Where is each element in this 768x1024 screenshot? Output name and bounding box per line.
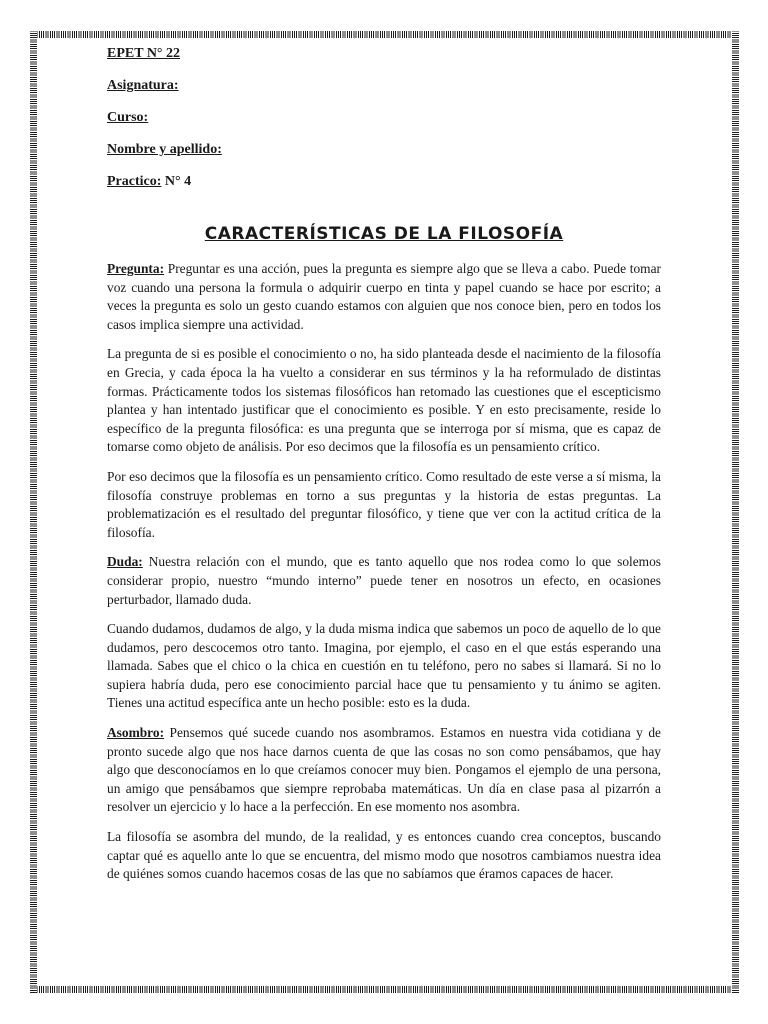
paragraph-asombro — [107, 724, 661, 817]
paragraph-duda — [107, 553, 661, 609]
paragraph: Cuando dudamos, dudamos de algo, y la duda misma indica que sabemos un poco de aquello de lo que dudamos, pero descocemos otro tanto. Imagina, por ejemplo, el caso en el que estás esperando una llamada. Sabes que el chico o la chica en cuestión en tu teléfono, pero no sabes si llamará. Si no lo supiera habría duda, pero ese conocimiento parcial hace que tu pensamiento y tu ánimo se agiten. Tienes una actitud específica ante un hecho posible: esto es la duda. — [107, 621, 661, 711]
document-body — [107, 44, 661, 895]
subject-line — [107, 76, 661, 108]
paragraph-pregunta — [107, 260, 661, 334]
page-border-bottom — [30, 986, 739, 993]
school-name: EPET N° 22 — [107, 46, 181, 61]
paragraph-lead-pregunta: Pregunta: — [107, 261, 165, 276]
paragraph-lead-duda: Duda: — [107, 554, 143, 570]
paragraph: La pregunta de si es posible el conocimiento o no, ha sido planteada desde el nacimiento de la filosofía en Grecia, y cada época la ha vuelto a considerar en sus términos y la ha reformulado de distintas formas. Prácticamente todos los sistemas filosóficos han retomado las cuestiones que el escepticismo plantea y han intentado justificar que el conocimiento es posible. Y en esto precisamente, reside lo específico de la pregunta filosófica: es una pregunta que se interroga por sí misma, que es capaz de tomarse como objeto de análisis. Por eso decimos que la filosofía es un pensamiento crítico. — [107, 346, 661, 455]
course-label: Curso: — [107, 110, 149, 125]
paragraph-text: Preguntar es una acción, pues la pregunta es siempre algo que se lleva a cabo. Puede tomar voz cuando una persona la formula o adquirir cuerpo en tinta y papel cuando se hace por escrito; a veces la pregunta es solo un gesto cuando estamos con alguien que nos conoce bien, pero en todos los casos implica siempre una actividad. — [107, 261, 661, 332]
course-line — [107, 108, 661, 140]
name-line — [107, 140, 661, 172]
paragraph-text: Nuestra relación con el mundo, que es tanto aquello que nos rodea como lo que solemos considerar propio, nuestro “mundo interno” puede tener en nosotros un efecto, en ocasiones perturbador, llamado duda. — [107, 554, 661, 607]
subject-label: Asignatura: — [107, 78, 179, 93]
page-border-right — [732, 31, 739, 993]
paragraph-text: Pensemos qué sucede cuando nos asombramos. Estamos en nuestra vida cotidiana y de pronto sucede algo que nos hace darnos cuenta de que las cosas no son como pensábamos, que hay algo que desconocíamos en lo que creíamos conocer muy bien. Pongamos el ejemplo de una persona, un amigo que pensábamos que siempre reprobaba matemáticas. Un día en clase pasa al pizarrón a resolver un ejercicio y lo hace a la perfección. En ese momento nos asombra. — [107, 725, 661, 815]
practice-value: N° 4 — [164, 174, 192, 189]
paragraph: La filosofía se asombra del mundo, de la realidad, y es entonces cuando crea conceptos, buscando captar qué es aquello ante lo que se encuentra, del mismo modo que nosotros cambiamos nuestra idea de quiénes somos cuando hacemos cosas de las que no sabíamos que éramos capaces de hacer. — [107, 829, 661, 882]
practice-line — [107, 172, 661, 204]
paragraph: Por eso decimos que la filosofía es un pensamiento crítico. Como resultado de este verse a sí misma, la filosofía construye problemas en torno a sus preguntas y la historia de estas preguntas. La problematización es el resultado del preguntar filosófico, y tiene que ver con la actitud crítica de la filosofía. — [107, 468, 661, 540]
school-line — [107, 44, 661, 76]
name-label: Nombre y apellido: — [107, 142, 222, 157]
page-border-left — [30, 31, 37, 993]
page-border-top — [30, 31, 739, 38]
paragraph-lead-asombro: Asombro: — [107, 725, 165, 741]
practice-label: Practico: — [107, 174, 162, 189]
document-title: CARACTERÍSTICAS DE LA FILOSOFÍA — [204, 224, 564, 244]
